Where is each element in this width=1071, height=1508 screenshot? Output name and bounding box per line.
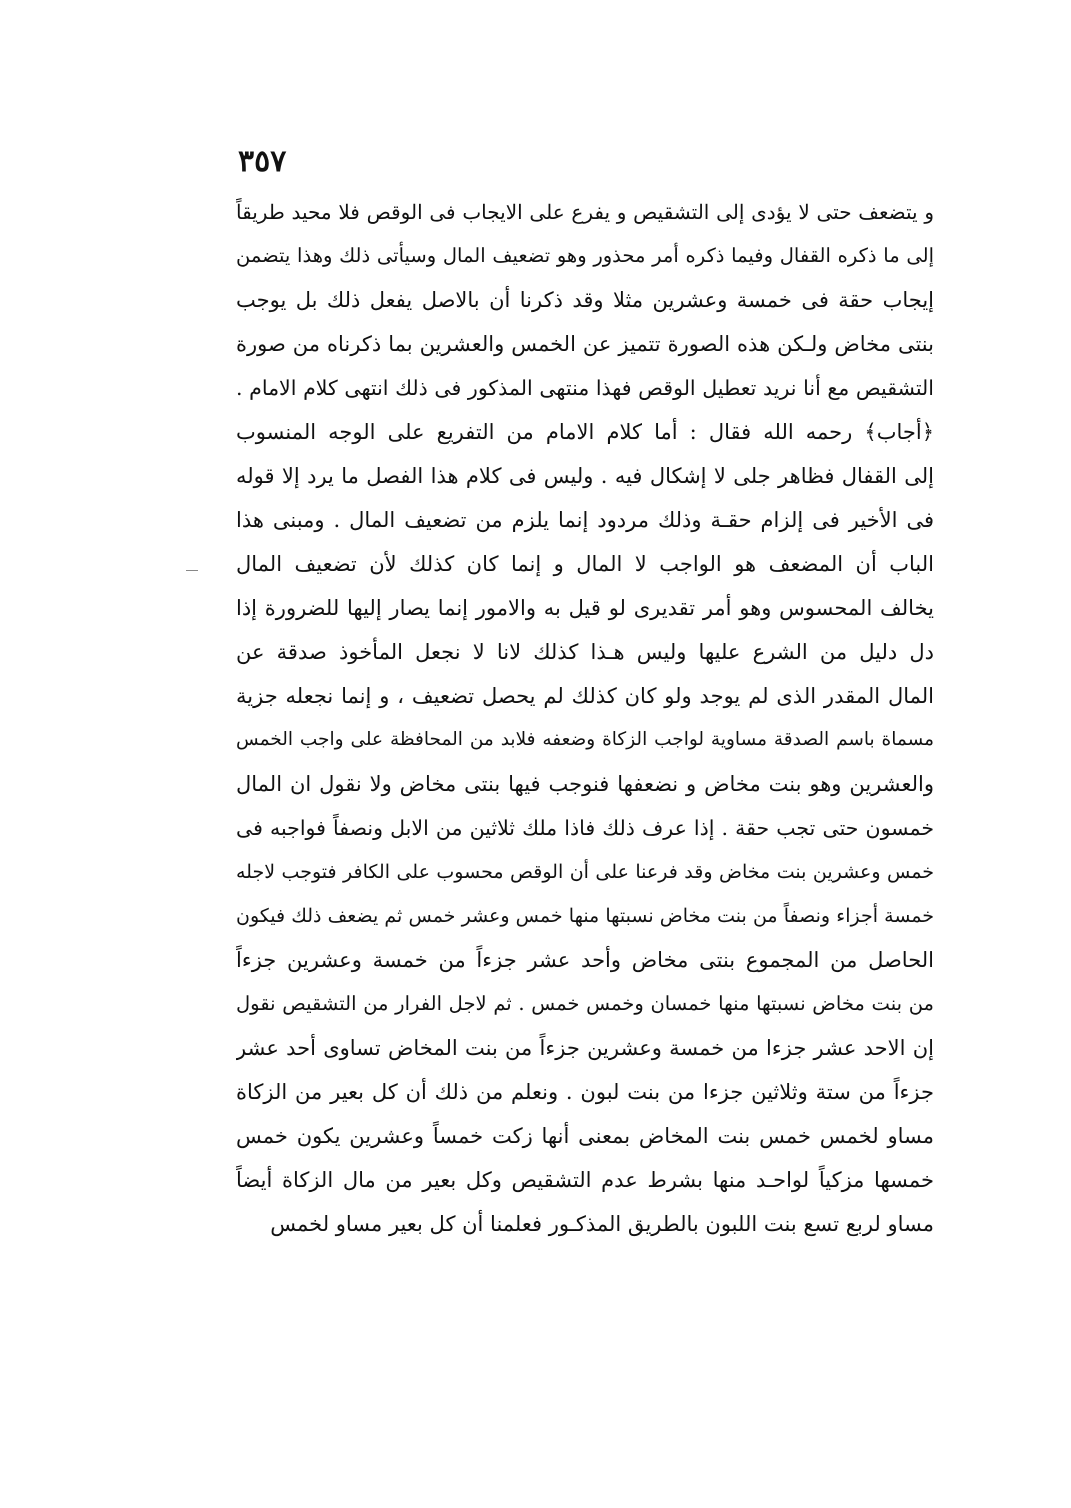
scan-artifact — [186, 570, 198, 571]
page-number: ٣٥٧ — [238, 144, 287, 179]
text-line-3: إيجاب حقة فى خمسة وعشرين مثلا وقد ذكرنا أن بالاصل يفعل ذلك بل يوجب — [236, 288, 934, 312]
text-line-5: التشقيص مع أنا نريد تعطيل الوقص فهذا منتهى المذكور فى ذلك انتهى كلام الامام . — [236, 376, 934, 400]
text-line-2: إلى ما ذكره القفال وفيما ذكره أمر محذور وهو تضعيف المال وسيأتى ذلك وهذا يتضمن — [236, 244, 934, 267]
text-line-21: جزءاً من ستة وثلاثين جزءا من بنت لبون . ونعلم من ذلك أن كل بعير من الزكاة — [236, 1080, 934, 1104]
text-line-19: من بنت مخاض نسبتها منها خمسان وخمس خمس . ثم لاجل الفرار من التشقيص نقول — [236, 992, 934, 1015]
text-line-11: دل دليل من الشرع عليها وليس هـذا كذلك لانا لا نجعل المأخوذ صدقة عن — [236, 640, 934, 664]
text-line-18: الحاصل من المجموع بنتى مخاض وأحد عشر جزءاً من خمسة وعشرين جزءاً — [236, 948, 934, 972]
text-line-8: فى الأخير فى إلزام حقـة وذلك مردود إنما يلزم من تضعيف المال . ومبنى هذا — [236, 508, 934, 532]
text-line-10: يخالف المحسوس وهو أمر تقديرى لو قيل به والامور إنما يصار إليها للضرورة إذا — [236, 596, 934, 620]
text-line-9: الباب أن المضعف هو الواجب لا المال و إنما كان كذلك لأن تضعيف المال — [236, 552, 934, 576]
text-line-23: خمسها مزكياً لواحـد منها بشرط عدم التشقيص وكل بعير من مال الزكاة أيضاً — [236, 1168, 934, 1192]
text-line-15: خمسون حتى تجب حقة . إذا عرف ذلك فاذا ملك ثلاثين من الابل ونصفاً فواجبه فى — [236, 816, 934, 840]
text-line-17: خمسة أجزاء ونصفاً من بنت مخاض نسبتها منها خمس وعشر خمس ثم يضعف ذلك فيكون — [236, 905, 934, 927]
text-line-22: مساو لخمس خمس بنت المخاض بمعنى أنها زكت خمساً وعشرين يكون خمس — [236, 1124, 934, 1148]
text-line-14: والعشرين وهو بنت مخاض و نضعفها فنوجب فيها بنتى مخاض ولا نقول ان المال — [236, 772, 934, 796]
text-line-16: خمس وعشرين بنت مخاض وقد فرعنا على أن الوقص محسوب على الكافر فتوجب لاجله — [236, 861, 934, 883]
text-line-4: بنتى مخاض ولـكن هذه الصورة تتميز عن الخمس والعشرين بما ذكرناه من صورة — [236, 332, 934, 356]
text-line-12: المال المقدر الذى لم يوجد ولو كان كذلك لم يحصل تضعيف ، و إنما نجعله جزية — [236, 684, 934, 708]
text-line-20: إن الاحد عشر جزءا من خمسة وعشرين جزءاً من بنت المخاض تساوى أحد عشر — [236, 1036, 934, 1060]
text-line-24: مساو لربع تسع بنت اللبون بالطريق المذكـور فعلمنا أن كل بعير مساو لخمس — [270, 1212, 934, 1236]
text-line-13: مسماة باسم الصدقة مساوية لواجب الزكاة وضعفه فلابد من المحافظة على واجب الخمس — [236, 729, 934, 750]
text-line-1: و يتضعف حتى لا يؤدى إلى التشقيص و يفرع على الايجاب فى الوقص فلا محيد طريقاً — [236, 200, 934, 224]
body-text — [236, 190, 934, 1246]
text-line-7: إلى القفال فظاهر جلى لا إشكال فيه . وليس فى كلام هذا الفصل ما يرد إلا قوله — [236, 464, 934, 488]
text-line-6: ﴿أجاب﴾ رحمه الله فقال : أما كلام الامام من التفريع على الوجه المنسوب — [236, 420, 934, 444]
